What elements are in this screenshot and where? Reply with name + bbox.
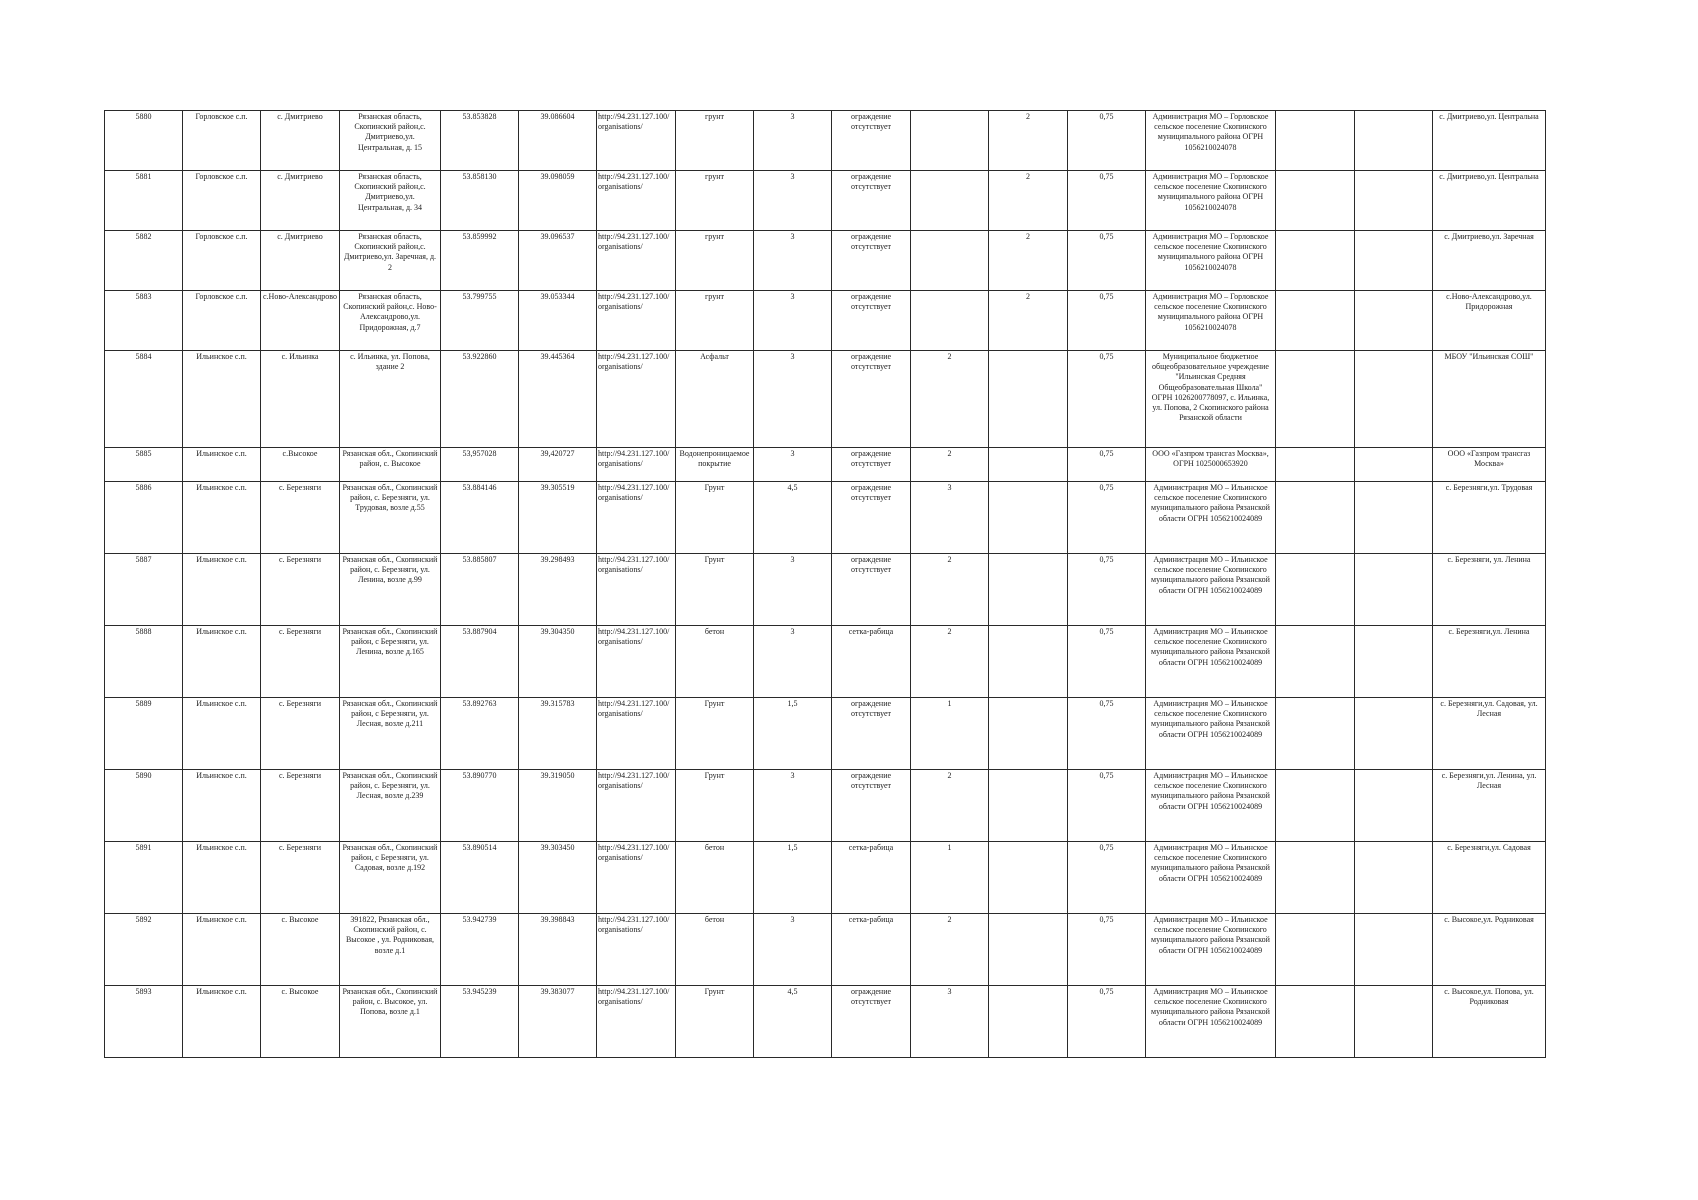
cell-id: 5893 bbox=[105, 986, 183, 1058]
cell-id: 5881 bbox=[105, 171, 183, 231]
cell-area: 3 bbox=[754, 914, 832, 986]
cell-id: 5884 bbox=[105, 351, 183, 448]
cell-empty-2 bbox=[1355, 351, 1433, 448]
cell-id: 5887 bbox=[105, 554, 183, 626]
cell-volume: 0,75 bbox=[1068, 231, 1146, 291]
cell-settlement: Ильинское с.п. bbox=[183, 554, 261, 626]
cell-fence: ограждение отсутствует bbox=[832, 698, 911, 770]
cell-longitude: 39.398843 bbox=[519, 914, 597, 986]
table-row bbox=[105, 554, 1546, 626]
cell-fence: ограждение отсутствует bbox=[832, 171, 911, 231]
cell-settlement: Ильинское с.п. bbox=[183, 842, 261, 914]
cell-empty-2 bbox=[1355, 626, 1433, 698]
cell-area: 3 bbox=[754, 448, 832, 482]
cell-surface: грунт bbox=[676, 171, 754, 231]
table-row bbox=[105, 111, 1546, 171]
cell-empty-1 bbox=[1276, 171, 1355, 231]
cell-containers-b bbox=[989, 986, 1068, 1058]
cell-containers-b bbox=[989, 448, 1068, 482]
cell-address: Рязанская область, Скопинский район,с. Дмитриево,ул. Центральная, д. 34 bbox=[340, 171, 441, 231]
cell-volume: 0,75 bbox=[1068, 554, 1146, 626]
cell-settlement: Ильинское с.п. bbox=[183, 482, 261, 554]
cell-containers-b: 2 bbox=[989, 171, 1068, 231]
cell-owner: Администрация МО – Горловское сельское поселение Скопинского муниципального района ОГРН 1056210024078 bbox=[1146, 231, 1276, 291]
cell-address: Рязанская обл., Скопинский район, с. Высокое, ул. Попова, возле д.1 bbox=[340, 986, 441, 1058]
cell-area: 1,5 bbox=[754, 698, 832, 770]
cell-surface: Водонепроницаемое покрытие bbox=[676, 448, 754, 482]
cell-latitude: 53.892763 bbox=[441, 698, 519, 770]
cell-area: 3 bbox=[754, 626, 832, 698]
cell-source: МБОУ "Ильинская СОШ" bbox=[1433, 351, 1546, 448]
cell-latitude: 53.922860 bbox=[441, 351, 519, 448]
cell-containers-b: 2 bbox=[989, 231, 1068, 291]
cell-url: http://94.231.127.100/organisations/ bbox=[597, 171, 676, 231]
cell-longitude: 39,420727 bbox=[519, 448, 597, 482]
cell-locality: с. Высокое bbox=[261, 986, 340, 1058]
cell-containers-b: 2 bbox=[989, 111, 1068, 171]
cell-fence: ограждение отсутствует bbox=[832, 482, 911, 554]
cell-surface: грунт bbox=[676, 231, 754, 291]
cell-url: http://94.231.127.100/organisations/ bbox=[597, 986, 676, 1058]
cell-source: с. Березняги,ул. Ленина bbox=[1433, 626, 1546, 698]
cell-empty-2 bbox=[1355, 698, 1433, 770]
cell-address: Рязанская обл., Скопинский район, с. Березняги, ул. Лесная, возле д.239 bbox=[340, 770, 441, 842]
cell-empty-1 bbox=[1276, 291, 1355, 351]
cell-source: с. Березняги, ул. Ленина bbox=[1433, 554, 1546, 626]
cell-containers-b: 2 bbox=[989, 291, 1068, 351]
table-row bbox=[105, 698, 1546, 770]
cell-volume: 0,75 bbox=[1068, 171, 1146, 231]
cell-owner: Администрация МО – Ильинское сельское поселение Скопинского муниципального района Рязанской области ОГРН 1056210024089 bbox=[1146, 914, 1276, 986]
cell-fence: ограждение отсутствует bbox=[832, 291, 911, 351]
cell-containers-b bbox=[989, 626, 1068, 698]
cell-empty-1 bbox=[1276, 111, 1355, 171]
cell-settlement: Горловское с.п. bbox=[183, 171, 261, 231]
cell-longitude: 39.304350 bbox=[519, 626, 597, 698]
table-row bbox=[105, 291, 1546, 351]
cell-address: Рязанская обл., Скопинский район, с Березняги, ул. Садовая, возле д.192 bbox=[340, 842, 441, 914]
cell-id: 5885 bbox=[105, 448, 183, 482]
cell-source: с. Высокое,ул. Попова, ул. Родниковая bbox=[1433, 986, 1546, 1058]
cell-containers-a bbox=[911, 171, 989, 231]
cell-empty-2 bbox=[1355, 842, 1433, 914]
cell-volume: 0,75 bbox=[1068, 291, 1146, 351]
table-row bbox=[105, 231, 1546, 291]
cell-volume: 0,75 bbox=[1068, 842, 1146, 914]
cell-source: с. Березняги,ул. Ленина, ул. Лесная bbox=[1433, 770, 1546, 842]
cell-longitude: 39.319050 bbox=[519, 770, 597, 842]
cell-latitude: 53.942739 bbox=[441, 914, 519, 986]
cell-containers-a bbox=[911, 231, 989, 291]
cell-settlement: Горловское с.п. bbox=[183, 231, 261, 291]
cell-volume: 0,75 bbox=[1068, 448, 1146, 482]
table-row bbox=[105, 770, 1546, 842]
cell-owner: Администрация МО – Горловское сельское поселение Скопинского муниципального района ОГРН 1056210024078 bbox=[1146, 171, 1276, 231]
cell-containers-b bbox=[989, 554, 1068, 626]
cell-area: 3 bbox=[754, 111, 832, 171]
cell-locality: с. Березняги bbox=[261, 842, 340, 914]
cell-latitude: 53.887904 bbox=[441, 626, 519, 698]
cell-id: 5883 bbox=[105, 291, 183, 351]
cell-fence: ограждение отсутствует bbox=[832, 554, 911, 626]
cell-longitude: 39.303450 bbox=[519, 842, 597, 914]
cell-volume: 0,75 bbox=[1068, 770, 1146, 842]
cell-settlement: Ильинское с.п. bbox=[183, 351, 261, 448]
cell-source: с. Березняги,ул. Садовая bbox=[1433, 842, 1546, 914]
cell-empty-2 bbox=[1355, 482, 1433, 554]
cell-owner: Муниципальное бюджетное общеобразовательное учреждение "Ильинская Средняя Общеобразовательная Школа" ОГРН 1026200778097, с. Ильинка, ул. Попова, 2 Скопинского района Рязанской области bbox=[1146, 351, 1276, 448]
cell-containers-a: 3 bbox=[911, 482, 989, 554]
cell-containers-a bbox=[911, 291, 989, 351]
cell-volume: 0,75 bbox=[1068, 698, 1146, 770]
cell-owner: Администрация МО – Горловское сельское поселение Скопинского муниципального района ОГРН 1056210024078 bbox=[1146, 291, 1276, 351]
cell-longitude: 39.315783 bbox=[519, 698, 597, 770]
cell-address: Рязанская обл., Скопинский район, с. Березняги, ул. Ленина, возле д.99 bbox=[340, 554, 441, 626]
cell-volume: 0,75 bbox=[1068, 111, 1146, 171]
cell-address: с. Ильинка, ул. Попова, здание 2 bbox=[340, 351, 441, 448]
cell-fence: ограждение отсутствует bbox=[832, 351, 911, 448]
cell-empty-1 bbox=[1276, 914, 1355, 986]
table-row bbox=[105, 448, 1546, 482]
cell-empty-2 bbox=[1355, 171, 1433, 231]
cell-empty-2 bbox=[1355, 770, 1433, 842]
cell-longitude: 39.298493 bbox=[519, 554, 597, 626]
cell-empty-2 bbox=[1355, 291, 1433, 351]
cell-containers-a: 2 bbox=[911, 554, 989, 626]
cell-surface: Грунт bbox=[676, 698, 754, 770]
cell-id: 5891 bbox=[105, 842, 183, 914]
cell-area: 4,5 bbox=[754, 986, 832, 1058]
cell-owner: Администрация МО – Ильинское сельское поселение Скопинского муниципального района Рязанской области ОГРН 1056210024089 bbox=[1146, 842, 1276, 914]
cell-owner: Администрация МО – Ильинское сельское поселение Скопинского муниципального района Рязанской области ОГРН 1056210024089 bbox=[1146, 626, 1276, 698]
cell-url: http://94.231.127.100/organisations/ bbox=[597, 231, 676, 291]
cell-locality: с. Дмитриево bbox=[261, 171, 340, 231]
cell-source: с. Дмитриево,ул. Заречная bbox=[1433, 231, 1546, 291]
cell-surface: Грунт bbox=[676, 770, 754, 842]
cell-surface: бетон bbox=[676, 842, 754, 914]
cell-empty-1 bbox=[1276, 482, 1355, 554]
cell-locality: с. Березняги bbox=[261, 626, 340, 698]
cell-address: Рязанская область, Скопинский район,с. Дмитриево,ул. Заречная, д. 2 bbox=[340, 231, 441, 291]
cell-id: 5888 bbox=[105, 626, 183, 698]
cell-url: http://94.231.127.100/organisations/ bbox=[597, 626, 676, 698]
cell-latitude: 53.799755 bbox=[441, 291, 519, 351]
cell-address: Рязанская обл., Скопинский район, с Березняги, ул. Лесная, возле д.211 bbox=[340, 698, 441, 770]
cell-locality: с. Ильинка bbox=[261, 351, 340, 448]
cell-latitude: 53.885807 bbox=[441, 554, 519, 626]
cell-address: Рязанская обл., Скопинский район, с Березняги, ул. Ленина, возле д.165 bbox=[340, 626, 441, 698]
cell-empty-2 bbox=[1355, 554, 1433, 626]
cell-url: http://94.231.127.100/organisations/ bbox=[597, 351, 676, 448]
cell-empty-2 bbox=[1355, 986, 1433, 1058]
cell-owner: Администрация МО – Горловское сельское поселение Скопинского муниципального района ОГРН 1056210024078 bbox=[1146, 111, 1276, 171]
cell-latitude: 53.858130 bbox=[441, 171, 519, 231]
cell-surface: Грунт bbox=[676, 482, 754, 554]
cell-owner: Администрация МО – Ильинское сельское поселение Скопинского муниципального района Рязанской области ОГРН 1056210024089 bbox=[1146, 986, 1276, 1058]
cell-longitude: 39.096537 bbox=[519, 231, 597, 291]
cell-settlement: Горловское с.п. bbox=[183, 291, 261, 351]
cell-owner: Администрация МО – Ильинское сельское поселение Скопинского муниципального района Рязанской области ОГРН 1056210024089 bbox=[1146, 698, 1276, 770]
cell-empty-1 bbox=[1276, 986, 1355, 1058]
cell-empty-2 bbox=[1355, 111, 1433, 171]
cell-address: Рязанская обл., Скопинский район, с. Высокое bbox=[340, 448, 441, 482]
cell-surface: грунт bbox=[676, 111, 754, 171]
cell-area: 3 bbox=[754, 231, 832, 291]
cell-source: с. Березняги,ул. Трудовая bbox=[1433, 482, 1546, 554]
cell-surface: Грунт bbox=[676, 986, 754, 1058]
cell-longitude: 39.445364 bbox=[519, 351, 597, 448]
cell-empty-2 bbox=[1355, 448, 1433, 482]
cell-surface: Грунт bbox=[676, 554, 754, 626]
cell-url: http://94.231.127.100/organisations/ bbox=[597, 842, 676, 914]
cell-area: 4,5 bbox=[754, 482, 832, 554]
cell-area: 1,5 bbox=[754, 842, 832, 914]
cell-id: 5890 bbox=[105, 770, 183, 842]
cell-locality: с. Дмитриево bbox=[261, 111, 340, 171]
cell-locality: с. Березняги bbox=[261, 554, 340, 626]
cell-source: с.Ново-Александрово,ул. Придорожная bbox=[1433, 291, 1546, 351]
cell-owner: Администрация МО – Ильинское сельское поселение Скопинского муниципального района Рязанской области ОГРН 1056210024089 bbox=[1146, 482, 1276, 554]
cell-empty-1 bbox=[1276, 448, 1355, 482]
cell-locality: с. Березняги bbox=[261, 698, 340, 770]
container-sites-table bbox=[104, 110, 1546, 1058]
table-row bbox=[105, 482, 1546, 554]
cell-latitude: 53,957028 bbox=[441, 448, 519, 482]
cell-locality: с. Дмитриево bbox=[261, 231, 340, 291]
cell-fence: сетка-рабица bbox=[832, 626, 911, 698]
cell-url: http://94.231.127.100/organisations/ bbox=[597, 448, 676, 482]
cell-area: 3 bbox=[754, 171, 832, 231]
cell-locality: с. Березняги bbox=[261, 770, 340, 842]
cell-surface: Асфальт bbox=[676, 351, 754, 448]
cell-empty-1 bbox=[1276, 554, 1355, 626]
cell-url: http://94.231.127.100/organisations/ bbox=[597, 770, 676, 842]
cell-source: с. Дмитриево,ул. Центральна bbox=[1433, 171, 1546, 231]
cell-url: http://94.231.127.100/organisations/ bbox=[597, 291, 676, 351]
cell-containers-b bbox=[989, 351, 1068, 448]
cell-locality: с. Высокое bbox=[261, 914, 340, 986]
cell-longitude: 39.098059 bbox=[519, 171, 597, 231]
cell-area: 3 bbox=[754, 770, 832, 842]
cell-containers-a: 1 bbox=[911, 842, 989, 914]
cell-containers-b bbox=[989, 842, 1068, 914]
cell-id: 5882 bbox=[105, 231, 183, 291]
cell-source: ООО «Газпром трансгаз Москва» bbox=[1433, 448, 1546, 482]
cell-settlement: Ильинское с.п. bbox=[183, 914, 261, 986]
cell-containers-b bbox=[989, 482, 1068, 554]
cell-fence: ограждение отсутствует bbox=[832, 231, 911, 291]
cell-id: 5886 bbox=[105, 482, 183, 554]
table-row bbox=[105, 171, 1546, 231]
cell-fence: ограждение отсутствует bbox=[832, 111, 911, 171]
cell-latitude: 53.945239 bbox=[441, 986, 519, 1058]
cell-settlement: Ильинское с.п. bbox=[183, 698, 261, 770]
cell-settlement: Ильинское с.п. bbox=[183, 448, 261, 482]
cell-volume: 0,75 bbox=[1068, 986, 1146, 1058]
cell-address: Рязанская обл., Скопинский район, с. Березняги, ул. Трудовая, возле д.55 bbox=[340, 482, 441, 554]
cell-owner: Администрация МО – Ильинское сельское поселение Скопинского муниципального района Рязанской области ОГРН 1056210024089 bbox=[1146, 554, 1276, 626]
cell-empty-2 bbox=[1355, 231, 1433, 291]
cell-containers-a: 2 bbox=[911, 770, 989, 842]
cell-empty-1 bbox=[1276, 770, 1355, 842]
cell-latitude: 53.853828 bbox=[441, 111, 519, 171]
cell-containers-a: 2 bbox=[911, 626, 989, 698]
cell-area: 3 bbox=[754, 291, 832, 351]
cell-area: 3 bbox=[754, 554, 832, 626]
cell-url: http://94.231.127.100/organisations/ bbox=[597, 111, 676, 171]
cell-latitude: 53.859992 bbox=[441, 231, 519, 291]
cell-volume: 0,75 bbox=[1068, 914, 1146, 986]
cell-containers-b bbox=[989, 770, 1068, 842]
cell-volume: 0,75 bbox=[1068, 482, 1146, 554]
cell-settlement: Горловское с.п. bbox=[183, 111, 261, 171]
cell-locality: с.Ново-Александрово bbox=[261, 291, 340, 351]
cell-source: с. Дмитриево,ул. Центральна bbox=[1433, 111, 1546, 171]
cell-latitude: 53.884146 bbox=[441, 482, 519, 554]
cell-url: http://94.231.127.100/organisations/ bbox=[597, 914, 676, 986]
cell-address: 391822, Рязанская обл., Скопинский район, с. Высокое , ул. Родниковая, возле д.1 bbox=[340, 914, 441, 986]
cell-containers-a: 2 bbox=[911, 351, 989, 448]
table-row bbox=[105, 626, 1546, 698]
cell-containers-a: 1 bbox=[911, 698, 989, 770]
cell-volume: 0,75 bbox=[1068, 626, 1146, 698]
cell-source: с. Высокое,ул. Родниковая bbox=[1433, 914, 1546, 986]
cell-address: Рязанская область, Скопинский район,с. Ново-Александрово,ул. Придорожная, д.7 bbox=[340, 291, 441, 351]
cell-surface: бетон bbox=[676, 626, 754, 698]
cell-longitude: 39.383077 bbox=[519, 986, 597, 1058]
cell-latitude: 53.890514 bbox=[441, 842, 519, 914]
table-row bbox=[105, 986, 1546, 1058]
cell-settlement: Ильинское с.п. bbox=[183, 986, 261, 1058]
cell-containers-a: 2 bbox=[911, 448, 989, 482]
cell-volume: 0,75 bbox=[1068, 351, 1146, 448]
cell-containers-a: 2 bbox=[911, 914, 989, 986]
cell-address: Рязанская область, Скопинский район,с. Дмитриево,ул. Центральная, д. 15 bbox=[340, 111, 441, 171]
cell-source: с. Березняги,ул. Садовая, ул. Лесная bbox=[1433, 698, 1546, 770]
cell-locality: с. Березняги bbox=[261, 482, 340, 554]
cell-url: http://94.231.127.100/organisations/ bbox=[597, 698, 676, 770]
cell-containers-b bbox=[989, 698, 1068, 770]
cell-url: http://94.231.127.100/organisations/ bbox=[597, 554, 676, 626]
cell-area: 3 bbox=[754, 351, 832, 448]
cell-fence: сетка-рабица bbox=[832, 914, 911, 986]
cell-empty-1 bbox=[1276, 698, 1355, 770]
cell-longitude: 39.305519 bbox=[519, 482, 597, 554]
cell-id: 5889 bbox=[105, 698, 183, 770]
cell-surface: грунт bbox=[676, 291, 754, 351]
cell-fence: сетка-рабица bbox=[832, 842, 911, 914]
cell-latitude: 53.890770 bbox=[441, 770, 519, 842]
cell-surface: бетон bbox=[676, 914, 754, 986]
table-row bbox=[105, 351, 1546, 448]
cell-owner: Администрация МО – Ильинское сельское поселение Скопинского муниципального района Рязанской области ОГРН 1056210024089 bbox=[1146, 770, 1276, 842]
cell-settlement: Ильинское с.п. bbox=[183, 770, 261, 842]
cell-empty-1 bbox=[1276, 842, 1355, 914]
table-row bbox=[105, 842, 1546, 914]
cell-empty-1 bbox=[1276, 351, 1355, 448]
cell-longitude: 39.086604 bbox=[519, 111, 597, 171]
cell-id: 5892 bbox=[105, 914, 183, 986]
cell-url: http://94.231.127.100/organisations/ bbox=[597, 482, 676, 554]
cell-containers-a: 3 bbox=[911, 986, 989, 1058]
cell-empty-1 bbox=[1276, 231, 1355, 291]
cell-containers-b bbox=[989, 914, 1068, 986]
cell-empty-1 bbox=[1276, 626, 1355, 698]
cell-id: 5880 bbox=[105, 111, 183, 171]
table-row bbox=[105, 914, 1546, 986]
cell-fence: ограждение отсутствует bbox=[832, 986, 911, 1058]
cell-locality: с.Высокое bbox=[261, 448, 340, 482]
cell-fence: ограждение отсутствует bbox=[832, 770, 911, 842]
cell-longitude: 39.053344 bbox=[519, 291, 597, 351]
cell-fence: ограждение отсутствует bbox=[832, 448, 911, 482]
cell-empty-2 bbox=[1355, 914, 1433, 986]
cell-owner: ООО «Газпром трансгаз Москва», ОГРН 1025000653920 bbox=[1146, 448, 1276, 482]
cell-settlement: Ильинское с.п. bbox=[183, 626, 261, 698]
cell-containers-a bbox=[911, 111, 989, 171]
